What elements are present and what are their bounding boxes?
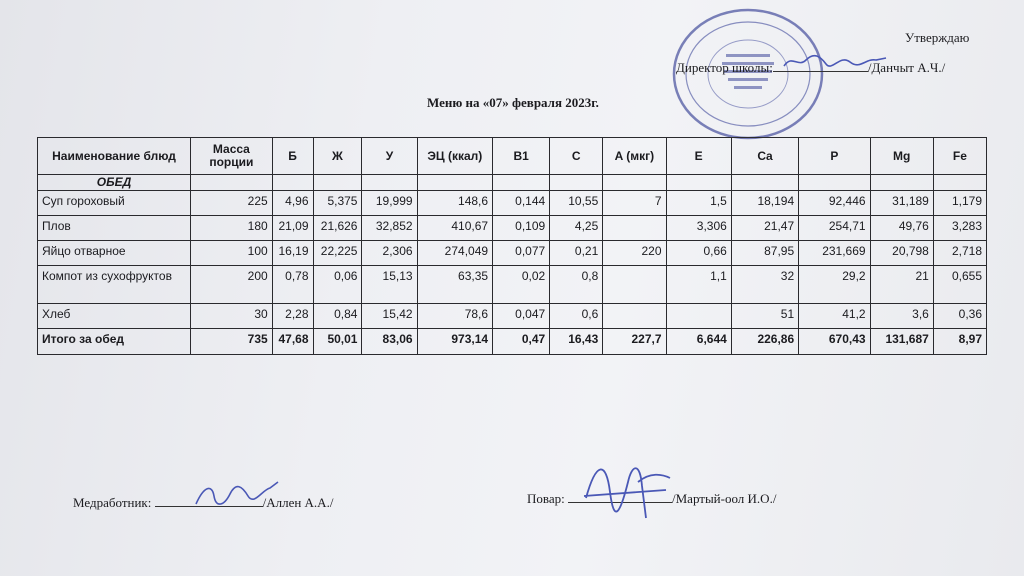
value-cell: 0,02 — [493, 266, 550, 304]
value-cell: 1,1 — [666, 266, 731, 304]
value-cell: 21,626 — [313, 216, 362, 241]
director-signature — [780, 50, 890, 74]
value-cell: 83,06 — [362, 329, 417, 355]
dish-name-cell: Компот из сухофруктов — [38, 266, 191, 304]
column-header: B1 — [493, 138, 550, 175]
value-cell — [603, 216, 666, 241]
table-row — [38, 216, 987, 241]
value-cell: 0,655 — [933, 266, 986, 304]
value-cell: 4,96 — [272, 191, 313, 216]
medic-label: Медработник: — [73, 495, 152, 510]
menu-table — [37, 137, 987, 355]
value-cell: 5,375 — [313, 191, 362, 216]
value-cell: 2,306 — [362, 241, 417, 266]
value-cell: 670,43 — [799, 329, 870, 355]
value-cell: 32 — [731, 266, 798, 304]
value-cell: 274,049 — [417, 241, 493, 266]
value-cell: 3,306 — [666, 216, 731, 241]
value-cell: 1,5 — [666, 191, 731, 216]
value-cell: 15,13 — [362, 266, 417, 304]
column-header: E — [666, 138, 731, 175]
value-cell: 2,718 — [933, 241, 986, 266]
medic-name: /Аллен А.А./ — [262, 495, 334, 510]
value-cell: 0,47 — [493, 329, 550, 355]
value-cell: 227,7 — [603, 329, 666, 355]
director-label: Директор школы: — [676, 60, 773, 75]
column-header: A (мкг) — [603, 138, 666, 175]
value-cell: 18,194 — [731, 191, 798, 216]
value-cell: 63,35 — [417, 266, 493, 304]
cook-signature — [576, 452, 676, 524]
value-cell: 1,179 — [933, 191, 986, 216]
value-cell: 973,14 — [417, 329, 493, 355]
value-cell: 49,76 — [870, 216, 933, 241]
value-cell: 131,687 — [870, 329, 933, 355]
value-cell: 10,55 — [550, 191, 603, 216]
value-cell — [603, 304, 666, 329]
column-header: C — [550, 138, 603, 175]
column-header: Ж — [313, 138, 362, 175]
value-cell: 0,8 — [550, 266, 603, 304]
value-cell: 231,669 — [799, 241, 870, 266]
value-cell: 47,68 — [272, 329, 313, 355]
column-header: Mg — [870, 138, 933, 175]
director-name: /Данчыт А.Ч./ — [867, 60, 946, 75]
value-cell: 22,225 — [313, 241, 362, 266]
cook-label: Повар: — [527, 491, 565, 506]
value-cell: 0,144 — [493, 191, 550, 216]
value-cell: 8,97 — [933, 329, 986, 355]
value-cell: 0,077 — [493, 241, 550, 266]
value-cell — [666, 304, 731, 329]
section-row — [38, 175, 987, 191]
value-cell: 735 — [191, 329, 273, 355]
value-cell — [603, 266, 666, 304]
value-cell: 410,67 — [417, 216, 493, 241]
table-row — [38, 304, 987, 329]
value-cell: 0,21 — [550, 241, 603, 266]
table-row — [38, 266, 987, 304]
value-cell: 32,852 — [362, 216, 417, 241]
value-cell: 0,109 — [493, 216, 550, 241]
value-cell: 0,047 — [493, 304, 550, 329]
value-cell: 180 — [191, 216, 273, 241]
value-cell: 15,42 — [362, 304, 417, 329]
value-cell: 148,6 — [417, 191, 493, 216]
value-cell: 50,01 — [313, 329, 362, 355]
table-header-row — [38, 138, 987, 175]
medic-signature — [190, 476, 282, 510]
value-cell: 254,71 — [799, 216, 870, 241]
value-cell: 31,189 — [870, 191, 933, 216]
column-header: Fe — [933, 138, 986, 175]
table-row — [38, 241, 987, 266]
value-cell: 2,28 — [272, 304, 313, 329]
column-header: Ca — [731, 138, 798, 175]
cook-name: /Мартый-оол И.О./ — [672, 491, 777, 506]
column-header: Б — [272, 138, 313, 175]
column-header: P — [799, 138, 870, 175]
value-cell: 21,09 — [272, 216, 313, 241]
value-cell: 51 — [731, 304, 798, 329]
value-cell: 4,25 — [550, 216, 603, 241]
value-cell: 225 — [191, 191, 273, 216]
value-cell: 92,446 — [799, 191, 870, 216]
column-header: Наименование блюд — [38, 138, 191, 175]
section-label: ОБЕД — [38, 175, 191, 191]
value-cell: 0,78 — [272, 266, 313, 304]
value-cell: 0,84 — [313, 304, 362, 329]
value-cell: 0,6 — [550, 304, 603, 329]
value-cell: 16,43 — [550, 329, 603, 355]
value-cell: 100 — [191, 241, 273, 266]
column-header: У — [362, 138, 417, 175]
value-cell: 220 — [603, 241, 666, 266]
value-cell: 30 — [191, 304, 273, 329]
dish-name-cell: Итого за обед — [38, 329, 191, 355]
value-cell: 0,06 — [313, 266, 362, 304]
value-cell: 200 — [191, 266, 273, 304]
value-cell: 78,6 — [417, 304, 493, 329]
value-cell: 41,2 — [799, 304, 870, 329]
value-cell: 21,47 — [731, 216, 798, 241]
value-cell: 21 — [870, 266, 933, 304]
value-cell: 29,2 — [799, 266, 870, 304]
value-cell: 87,95 — [731, 241, 798, 266]
dish-name-cell: Хлеб — [38, 304, 191, 329]
value-cell: 3,6 — [870, 304, 933, 329]
total-row — [38, 329, 987, 355]
dish-name-cell: Плов — [38, 216, 191, 241]
column-header: ЭЦ (ккал) — [417, 138, 493, 175]
value-cell: 226,86 — [731, 329, 798, 355]
value-cell: 19,999 — [362, 191, 417, 216]
column-header: Масса порции — [191, 138, 273, 175]
menu-title: Меню на «07» февраля 2023г. — [427, 95, 599, 110]
value-cell: 7 — [603, 191, 666, 216]
dish-name-cell: Яйцо отварное — [38, 241, 191, 266]
value-cell: 6,644 — [666, 329, 731, 355]
value-cell: 0,36 — [933, 304, 986, 329]
value-cell: 0,66 — [666, 241, 731, 266]
dish-name-cell: Суп гороховый — [38, 191, 191, 216]
approve-label: Утверждаю — [905, 30, 970, 45]
value-cell: 3,283 — [933, 216, 986, 241]
value-cell: 16,19 — [272, 241, 313, 266]
table-row — [38, 191, 987, 216]
value-cell: 20,798 — [870, 241, 933, 266]
